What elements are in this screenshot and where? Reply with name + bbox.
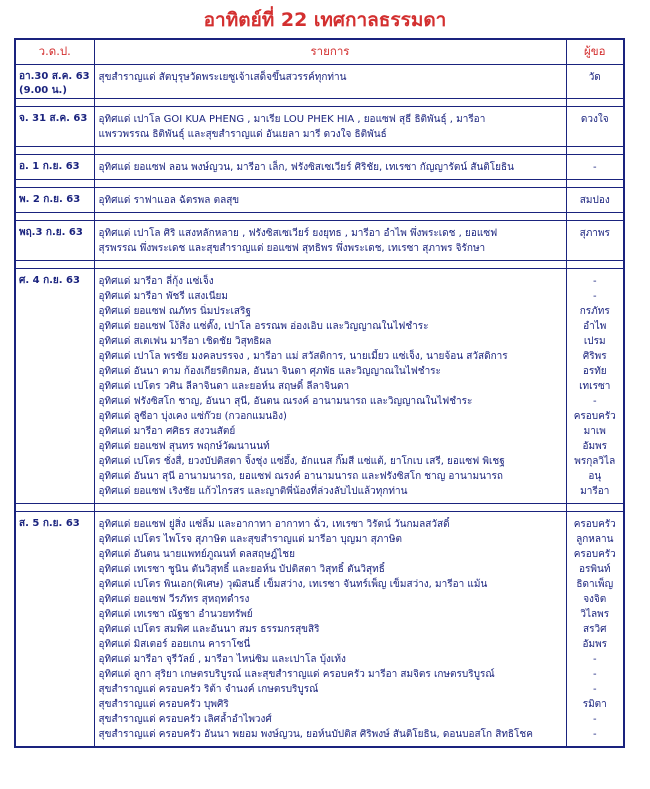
header-date: ว.ด.ป.: [15, 39, 94, 65]
intention-line: สุขสำราญแด่ ครอบครัว เลิศล้ำอำไพวงศ์: [98, 714, 272, 725]
date-text: ส. 5 ก.ย. 63: [19, 518, 80, 529]
requester-name: อัมพร: [582, 639, 608, 650]
intentions-cell: [94, 188, 566, 213]
requester-name: ดวงใจ: [580, 114, 609, 125]
intention-line: อุทิศแด่ ยอแซฟ เริงชัย แก้วไกรสร และญาติพี่น้องที่ล่วงลับไปแล้วทุกท่าน: [98, 486, 408, 497]
intention-line: อุทิศแด่ เปโตร วศิน ลีลาจินดา และยอห์น สฤษดิ์ ลีลาจินดา: [98, 381, 350, 392]
intention-line: สุขสำราญแด่ สัตบุรุษวัดพระเยซูเจ้าเสด็จขึ้นสวรรค์ทุกท่าน: [98, 72, 347, 83]
requester-name: รมิตา: [582, 699, 607, 710]
requester-name: ครอบครัว: [573, 519, 616, 530]
requester-name: พรกุลวิไล: [574, 456, 616, 467]
requester-name: สมปอง: [579, 195, 610, 206]
intention-line: อุทิศแด่ มารีอา พัชรี แสงเนียม: [98, 291, 229, 302]
mass-intentions-table: [14, 38, 625, 748]
requester-cell: [566, 107, 624, 147]
requester-name: -: [592, 669, 597, 680]
intention-line: อุทิศแด่ ลูซีอา บุ่งเคง แซ่ก๊วย (กวอกแมนอิง): [98, 411, 287, 422]
intention-line: อุทิศแด่ ยอแซฟ ยู่สิ่ง แซ่ลิ้ม และอากาทา อากาทา ฉั่ว, เทเรซา วิรัตน์ วันกมลสวัสดิ์: [98, 519, 450, 530]
intention-line: อุทิศแด่ ยอแซฟ ณภัทร นิ่มประเสริฐ: [98, 306, 251, 317]
requester-name: สุภาพร: [579, 228, 610, 239]
requester-name: อัมพร: [582, 441, 608, 452]
intentions-cell: [94, 221, 566, 261]
intentions-cell: [94, 107, 566, 147]
intention-line: อุทิศแด่ เปาโล GOI KUA PHENG , มาเรีย LOU PHEK HIA , ยอแซฟ สุธี ธิติพันธุ์ , มารีอา: [98, 114, 486, 125]
intention-line: อุทิศแด่ ฟรังซิสโก ชาญ, อันนา สุนี, อันตน ณรงค์ อานามนารถ และวิญญาณในไฟชำระ: [98, 396, 473, 407]
intention-line: อุทิศแด่ สเตเฟน มารีอา เชิดชัย วิสุทธิผล: [98, 336, 272, 347]
intentions-cell: [94, 65, 566, 99]
requester-cell: [566, 155, 624, 180]
row-separator: [15, 213, 624, 221]
requester-name: จงจิต: [583, 594, 607, 605]
intention-line: อุทิศแด่ เปาโล พรชัย มงคลบรรจง , มารีอา แม่ สวัสดิการ, นายเมี้ยว แซ่เจ็ง, นายจ้อน สวัสดิการ: [98, 351, 508, 362]
date-text: จ. 31 ส.ค. 63: [19, 113, 88, 124]
requester-name: -: [592, 396, 597, 407]
requester-name: อนุ: [588, 471, 602, 482]
table-row: [15, 221, 624, 261]
intentions-cell: [94, 269, 566, 504]
date-cell: [15, 65, 94, 99]
table-row: [15, 65, 624, 99]
date-cell: [15, 155, 94, 180]
requester-name: ครอบครัว: [573, 549, 616, 560]
requester-cell: [566, 221, 624, 261]
row-separator: [15, 147, 624, 155]
page-title: อาทิตย์ที่ 22 เทศกาลธรรมดา: [203, 9, 447, 31]
intention-line: อุทิศแด่ อันนา สุนี อานามนารถ, ยอแซฟ ณรงค์ อานามนารถ และฟรังซิสโก ชาญ อานามนารถ: [98, 471, 503, 482]
table-header-row: [15, 39, 624, 65]
header-requester: ผู้ขอ: [566, 39, 624, 65]
row-separator: [15, 180, 624, 188]
date-text: อ. 1 ก.ย. 63: [19, 161, 80, 172]
requester-name: -: [592, 291, 597, 302]
intention-line: อุทิศแด่ เทเรซา ชูนิน ตันวิสุทธิ์ และยอห์น บัปติสตา วิสุทธิ์ ตันวิสุทธิ์: [98, 564, 385, 575]
intention-line: อุทิศแด่ เปาโล ศิริ แสงหลักหลาย , ฟรังซิสเซเวียร์ ยงยุทธ , มารีอา อำไพ พึ่งพระเดช , ยอแซฟ: [98, 228, 498, 239]
date-cell: [15, 107, 94, 147]
requester-name: ครอบครัว: [573, 411, 616, 422]
intention-line: อุทิศแด่ ยอแซฟ ลอน พงษ์ญวน, มารีอา เล็ก, ฟรังซิสเซเวียร์ ศิริชัย, เทเรซา กัญญารัตน์ สันติโยธิน: [98, 162, 514, 173]
requester-cell: [566, 188, 624, 213]
requester-name: -: [592, 162, 597, 173]
requester-name: อำไพ: [583, 321, 607, 332]
date-text: ศ. 4 ก.ย. 63: [19, 275, 80, 286]
requester-name: ลูกหลาน: [576, 534, 614, 545]
requester-cell: [566, 512, 624, 748]
intention-line: อุทิศแด่ อันตน นายแพทย์ภูณนท์ ดลสฤษฎ์ไชย: [98, 549, 295, 560]
table-row: [15, 188, 624, 213]
requester-name: มารีอา: [580, 486, 610, 497]
table-row: [15, 107, 624, 147]
intention-line: อุทิศแด่ มารีอา ลี่กุ้ง แซ่เจ็ง: [98, 276, 214, 287]
requester-name: อรทัย: [582, 366, 607, 377]
intention-line: สุขสำราญแด่ ครอบครัว บุพศิริ: [98, 699, 229, 710]
requester-name: เปรม: [583, 336, 606, 347]
requester-name: ธิดาเพ็ญ: [576, 579, 614, 590]
requester-name: -: [592, 729, 597, 740]
table-row: [15, 155, 624, 180]
intention-line: อุทิศแด่ เทเรซา ณัฐชา อำนวยทรัพย์: [98, 609, 253, 620]
intention-line: อุทิศแด่ ยอแซฟ วีรภัทร สุหฤทดำรง: [98, 594, 250, 605]
intention-line: อุทิศแด่ ยอแซฟ โง้สิ่ง แซ่ตั๊ง, เปาโล อรรณพ อ่องเอิบ และวิญญาณในไฟชำระ: [98, 321, 429, 332]
date-text: พฤ.3 ก.ย. 63: [19, 227, 83, 238]
requester-name: มาเพ: [583, 426, 606, 437]
requester-name: อรพินท์: [579, 564, 611, 575]
header-items: รายการ: [94, 39, 566, 65]
row-separator: [15, 261, 624, 269]
date-cell: [15, 188, 94, 213]
intention-line: อุทิศแด่ มิสเตอร์ ออยเกน คาราโซนี่: [98, 639, 251, 650]
intention-line: อุทิศแด่ เปโตร ไพโรจ สุภาษิต และสุขสำราญแด่ มารีอา บุญมา สุภาษิต: [98, 534, 402, 545]
intention-line: อุทิศแด่ มารีอา จุรีวัลย์ , มารีอา ไหน่ซิม และเปาโล บุ้งเท้ง: [98, 654, 346, 665]
requester-name: กรภัทร: [579, 306, 610, 317]
row-separator: [15, 99, 624, 107]
requester-name: ศิริพร: [582, 351, 607, 362]
requester-name: -: [592, 684, 597, 695]
requester-cell: [566, 269, 624, 504]
intention-line: อุทิศแด่ เปโตร พินเอก(พิเศษ) วุฒิสนธิ์ เข็มสว่าง, เทเรซา จันทร์เพ็ญ เข็มสว่าง, มารีอา แม้น: [98, 579, 488, 590]
intentions-cell: [94, 155, 566, 180]
intention-line: อุทิศแด่ ยอแซฟ สุนทร พฤกษ์วัฒนานนท์: [98, 441, 270, 452]
intention-line: อุทิศแด่ ลูกา สุริยา เกษตรบริบูรณ์ และสุขสำราญแด่ ครอบครัว มารีอา สมจิตร เกษตรบริบูรณ์: [98, 669, 495, 680]
intention-line: อุทิศแด่ เปโตร สมพิศ และอันนา สมร ธรรมกรสุขสิริ: [98, 624, 320, 635]
requester-name: -: [592, 714, 597, 725]
date-cell: [15, 512, 94, 748]
intention-line: อุทิศแด่ มารีอา ศศิธร สงวนสัตย์: [98, 426, 236, 437]
table-row: [15, 269, 624, 504]
row-separator: [15, 504, 624, 512]
requester-name: เทเรซา: [579, 381, 611, 392]
date-cell: [15, 269, 94, 504]
intention-line: อุทิศแด่ อันนา ตาม ก้องเกียรติกมล, อันนา จินดา ศุภพัธ และวิญญาณในไฟชำระ: [98, 366, 441, 377]
requester-name: วัด: [588, 72, 601, 83]
intention-line: สุขสำราญแด่ ครอบครัว ริต้า จำนงค์ เกษตรบริบูรณ์: [98, 684, 319, 695]
intentions-cell: [94, 512, 566, 748]
intention-line: สุขสำราญแด่ ครอบครัว อันนา พยอม พงษ์ญวน, ยอห์นบัปติส ศิริพงษ์ สันติโยธิน, ดอนบอสโก สิทธิโชค: [98, 729, 533, 740]
requester-name: -: [592, 654, 597, 665]
date-text: พ. 2 ก.ย. 63: [19, 194, 81, 205]
intention-line: อุทิศแด่ เปโตร ชั่งสื่, ยวงบัปติสตา จิ้งชุ่ง แซ่อึ้ง, อักแนส กิ๊มสี แซ่แต้, ยาโกเบ เสรี, ยอแซฟ พิเชฐ: [98, 456, 505, 467]
intention-line: สุรพรรณ พึ่งพระเดช และสุขสำราญแด่ ยอแซฟ สุทธิพร พึ่งพระเดช, เทเรซา สุภาพร จิรักษา: [98, 243, 486, 254]
requester-name: วิไลพร: [580, 609, 610, 620]
table-row: [15, 512, 624, 748]
requester-name: -: [592, 276, 597, 287]
date-text: อา.30 ส.ค. 63: [19, 71, 90, 82]
date-cell: [15, 221, 94, 261]
intention-line: อุทิศแด่ ราฟาแอล ฉัตรพล ตลสุข: [98, 195, 240, 206]
requester-name: สรวิศ: [583, 624, 607, 635]
date-text: (9.00 น.): [19, 85, 67, 96]
intention-line: แพรวพรรณ ธิติพันธุ์ และสุขสำราญแด่ อันเยลา มารี ดวงใจ ธิติพันธ์: [98, 129, 387, 140]
requester-cell: [566, 65, 624, 99]
